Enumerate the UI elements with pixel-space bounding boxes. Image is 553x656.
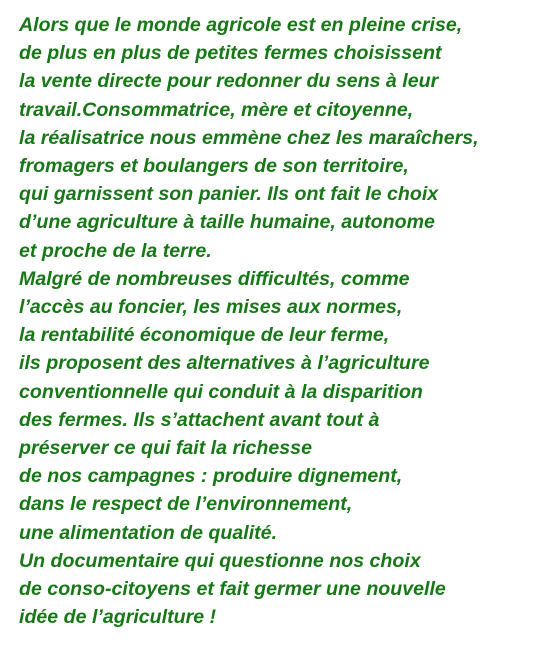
text-line: préserver ce qui fait la richesse	[19, 437, 312, 460]
text-line: travail.Consommatrice, mère et citoyenne,	[19, 98, 414, 121]
text-line: de nos campagnes : produire dignement,	[19, 465, 403, 488]
text-line: dans le respect de l’environnement,	[19, 493, 353, 516]
text-line: de conso-citoyens et fait germer une nouvelle	[19, 578, 446, 601]
text-line: la réalisatrice nous emmène chez les maraîchers,	[19, 126, 479, 149]
text-line: des fermes. Ils s’attachent avant tout à	[19, 408, 380, 431]
text-line: qui garnissent son panier. Ils ont fait le choix	[19, 183, 439, 206]
text-line: conventionnelle qui conduit à la disparition	[19, 380, 423, 403]
text-line: l’accès au foncier, les mises aux normes,	[19, 296, 403, 319]
text-line: de plus en plus de petites fermes choisissent	[19, 42, 442, 65]
text-line: Un documentaire qui questionne nos choix	[19, 549, 421, 572]
text-line: une alimentation de qualité.	[19, 521, 278, 544]
text-line: Alors que le monde agricole est en pleine crise,	[19, 14, 463, 36]
text-line: d’une agriculture à taille humaine, autonome	[19, 211, 435, 234]
synopsis-text	[19, 11, 549, 631]
text-line: Malgré de nombreuses difficultés, comme	[19, 267, 410, 290]
text-line: et proche de la terre.	[19, 239, 212, 262]
text-line: idée de l’agriculture !	[19, 606, 217, 629]
text-line: la rentabilité économique de leur ferme,	[19, 324, 390, 347]
text-line: ils proposent des alternatives à l’agriculture	[19, 352, 430, 375]
text-line: fromagers et boulangers de son territoire,	[19, 155, 409, 178]
text-line: la vente directe pour redonner du sens à leur	[19, 70, 439, 93]
